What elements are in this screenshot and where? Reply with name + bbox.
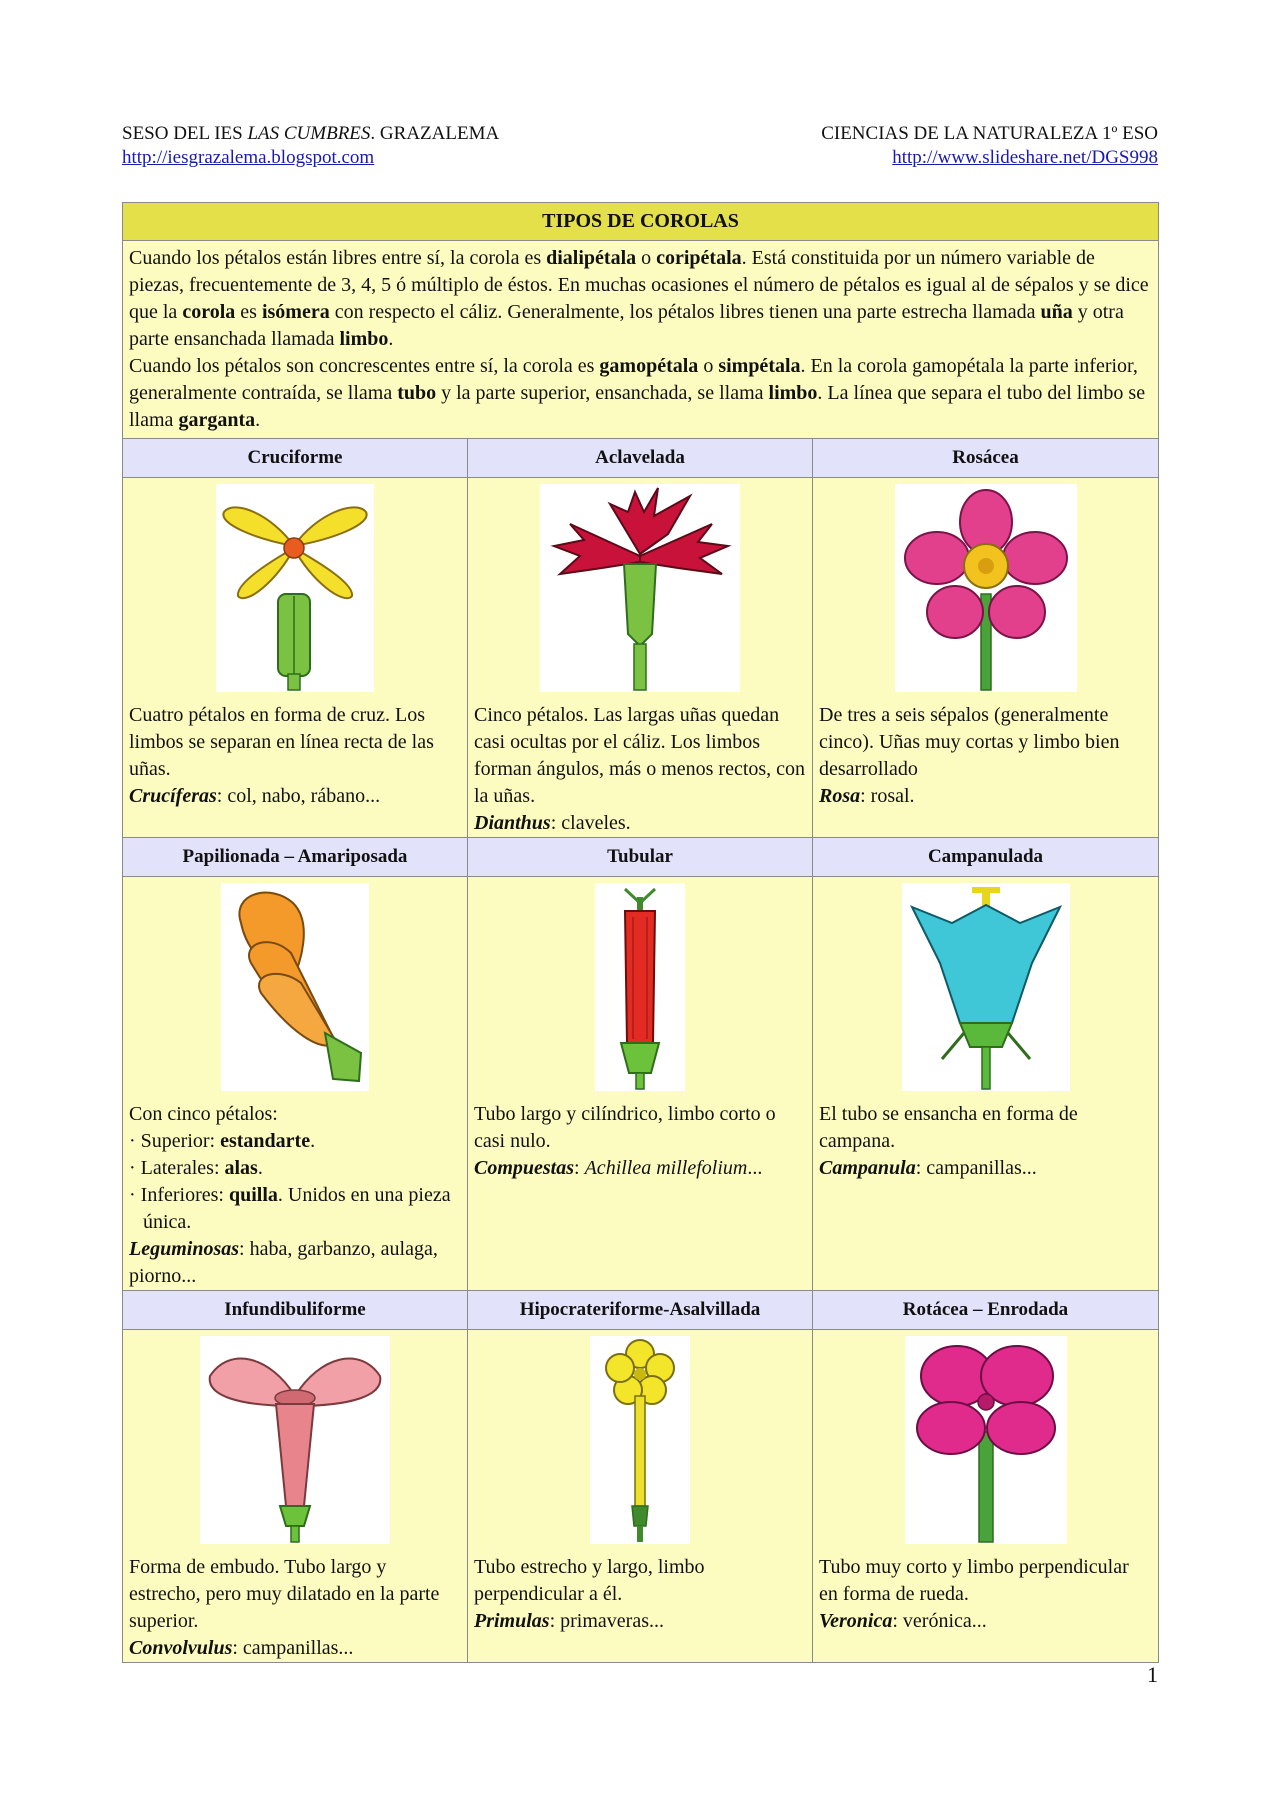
type-name: Rotácea – Enrodada (813, 1291, 1159, 1330)
description-line (129, 783, 461, 810)
bell-flower-illustration (902, 883, 1070, 1091)
text-run: y otra parte ensanchada llamada (129, 301, 1124, 350)
type-name: Aclavelada (468, 439, 813, 478)
text-run: : campanillas... (232, 1637, 354, 1659)
text-run: . En la corola gamopétala la parte inferior, generalmente contraída, se llama (129, 355, 1138, 404)
bold-term: quilla (228, 1184, 278, 1206)
description-line (129, 1182, 461, 1236)
bold-term: simpétala (718, 355, 801, 377)
text-run: De tres a seis sépalos (generalmente cinco). Uñas muy cortas y limbo bien desarrollado (819, 704, 1120, 780)
description-line (129, 1101, 461, 1128)
text-run: · Superior: (129, 1130, 221, 1152)
bold-term: dialipétala (546, 247, 637, 269)
text-run: Cinco pétalos. Las largas uñas quedan casi ocultas por el cáliz. Los limbos forman ángulos, más o menos rectos, con la uñas. (474, 704, 806, 807)
text-run: : primaveras... (549, 1610, 664, 1632)
funnel-flower-illustration (200, 1336, 390, 1544)
text-run: : rosal. (860, 785, 915, 807)
bold-term: Veronica (819, 1610, 893, 1632)
type-cell (468, 478, 813, 838)
bold-term: isómera (261, 301, 330, 323)
text-run: Achillea millefolium (584, 1157, 748, 1179)
cruciform-flower-illustration (216, 484, 374, 692)
description-line (474, 810, 806, 837)
bold-term: limbo (339, 328, 389, 350)
text-run: . (257, 1157, 263, 1179)
page-number: 1 (1147, 1662, 1158, 1687)
description-line (129, 1554, 461, 1635)
bold-term: Campanula (819, 1157, 916, 1179)
type-name: Rosácea (813, 439, 1159, 478)
description-line (129, 1236, 461, 1290)
bold-term: Convolvulus (129, 1637, 233, 1659)
text-run: · Laterales: (129, 1157, 225, 1179)
text-run: : haba, garbanzo, aulaga, piorno... (129, 1238, 438, 1287)
text-run: El tubo se ensancha en forma de campana. (819, 1103, 1078, 1152)
text-run: Forma de embudo. Tubo largo y estrecho, pero muy dilatado en la parte superior. (129, 1556, 440, 1632)
text-run: : (574, 1157, 585, 1179)
description-line (129, 1635, 461, 1662)
bold-term: Rosa (819, 785, 861, 807)
description-line (474, 1155, 806, 1182)
text-run: . Está constituida por un número variable de piezas, frecuentemente de 3, 4, 5 ó múltiplo de éstos. En muchas ocasiones el número de pétalos es igual al de sépalos y se dice que la (129, 247, 1149, 323)
text-run: · Inferiores: (129, 1184, 229, 1206)
description-line (819, 702, 1152, 783)
bold-term: Crucíferas (129, 785, 217, 807)
text-run: : col, nabo, rábano... (216, 785, 381, 807)
description-line (129, 1128, 461, 1155)
bold-term: uña (1040, 301, 1073, 323)
type-name: Hipocrateriforme-Asalvillada (468, 1291, 813, 1330)
bold-term: garganta (178, 409, 256, 431)
description-line (474, 1101, 806, 1155)
text-run: Cuatro pétalos en forma de cruz. Los limbos se separan en línea recta de las uñas. (129, 704, 434, 780)
slideshare-link[interactable]: http://www.slideshare.net/DGS998 (892, 147, 1158, 168)
text-run: . Unidos en una pieza única. (143, 1184, 451, 1233)
text-run: o (636, 247, 657, 269)
description-line (129, 702, 461, 783)
description-line (819, 1155, 1152, 1182)
bold-term: alas (224, 1157, 258, 1179)
bold-term: coripétala (656, 247, 742, 269)
type-cell (813, 1330, 1159, 1663)
text-run: Cuando los pétalos son concrescentes entre sí, la corola es (129, 355, 600, 377)
type-cell (123, 1330, 468, 1663)
text-run: : campanillas... (915, 1157, 1037, 1179)
carnation-flower-illustration (540, 484, 740, 692)
corolla-table (122, 202, 1159, 1663)
bold-term: Primulas (474, 1610, 550, 1632)
school-name: SESO DEL IES LAS CUMBRES. GRAZALEMA (122, 123, 500, 144)
text-run: Tubo muy corto y limbo perpendicular en forma de rueda. (819, 1556, 1129, 1605)
text-run: : claveles. (550, 812, 631, 834)
type-cell (468, 1330, 813, 1663)
text-run: ... (747, 1157, 763, 1179)
description-line (474, 1608, 806, 1635)
text-run: o (698, 355, 719, 377)
description-line (474, 702, 806, 810)
text-run: . (388, 328, 394, 350)
rotate-flower-illustration (905, 1336, 1067, 1544)
papilionaceous-flower-illustration (221, 883, 369, 1091)
text-run: Con cinco pétalos: (129, 1103, 278, 1125)
bold-term: Leguminosas (129, 1238, 240, 1260)
bold-term: estandarte (220, 1130, 311, 1152)
bold-term: limbo (768, 382, 818, 404)
type-name: Cruciforme (123, 439, 468, 478)
description-line (819, 1101, 1152, 1155)
type-description (468, 1101, 812, 1182)
table-title: TIPOS DE COROLAS (123, 203, 1159, 241)
bold-term: gamopétala (599, 355, 699, 377)
tubular-flower-illustration (595, 883, 685, 1091)
page-header (122, 122, 1158, 170)
description-line (819, 1608, 1152, 1635)
text-run: Tubo largo y cilíndrico, limbo corto o casi nulo. (474, 1103, 776, 1152)
type-description (123, 702, 467, 810)
type-cell (123, 478, 468, 838)
description-line (474, 1554, 806, 1608)
type-description (813, 1101, 1158, 1182)
type-name: Papilionada – Amariposada (123, 838, 468, 877)
type-description (468, 702, 812, 837)
bold-term: corola (182, 301, 236, 323)
type-name: Campanulada (813, 838, 1159, 877)
text-run: Tubo estrecho y largo, limbo perpendicular a él. (474, 1556, 705, 1605)
description-line (819, 783, 1152, 810)
type-description (123, 1101, 467, 1290)
type-cell (468, 877, 813, 1291)
bold-term: Compuestas (474, 1157, 575, 1179)
type-name: Tubular (468, 838, 813, 877)
text-run: . La línea que separa el tubo del limbo se llama (129, 382, 1146, 431)
salver-flower-illustration (590, 1336, 690, 1544)
rose-flower-illustration (895, 484, 1077, 692)
text-run: Cuando los pétalos están libres entre sí, la corola es (129, 247, 547, 269)
subject-title: CIENCIAS DE LA NATURALEZA 1º ESO (821, 123, 1158, 144)
bold-term: Dianthus (474, 812, 551, 834)
text-run: y la parte superior, ensanchada, se llama (436, 382, 769, 404)
text-run: con respecto el cáliz. Generalmente, los pétalos libres tienen una parte estrecha llamada (329, 301, 1041, 323)
type-description (813, 1554, 1158, 1635)
type-name: Infundibuliforme (123, 1291, 468, 1330)
type-cell (813, 478, 1159, 838)
text-run: es (235, 301, 262, 323)
text-run: . (310, 1130, 316, 1152)
type-description (468, 1554, 812, 1635)
bold-term: tubo (397, 382, 437, 404)
text-run: . (255, 409, 261, 431)
description-line (129, 1155, 461, 1182)
type-cell (813, 877, 1159, 1291)
type-cell (123, 877, 468, 1291)
type-description (123, 1554, 467, 1662)
description-line (819, 1554, 1152, 1608)
type-description (813, 702, 1158, 810)
intro-text (123, 241, 1159, 439)
blog-link[interactable]: http://iesgrazalema.blogspot.com (122, 147, 375, 168)
text-run: : verónica... (892, 1610, 987, 1632)
